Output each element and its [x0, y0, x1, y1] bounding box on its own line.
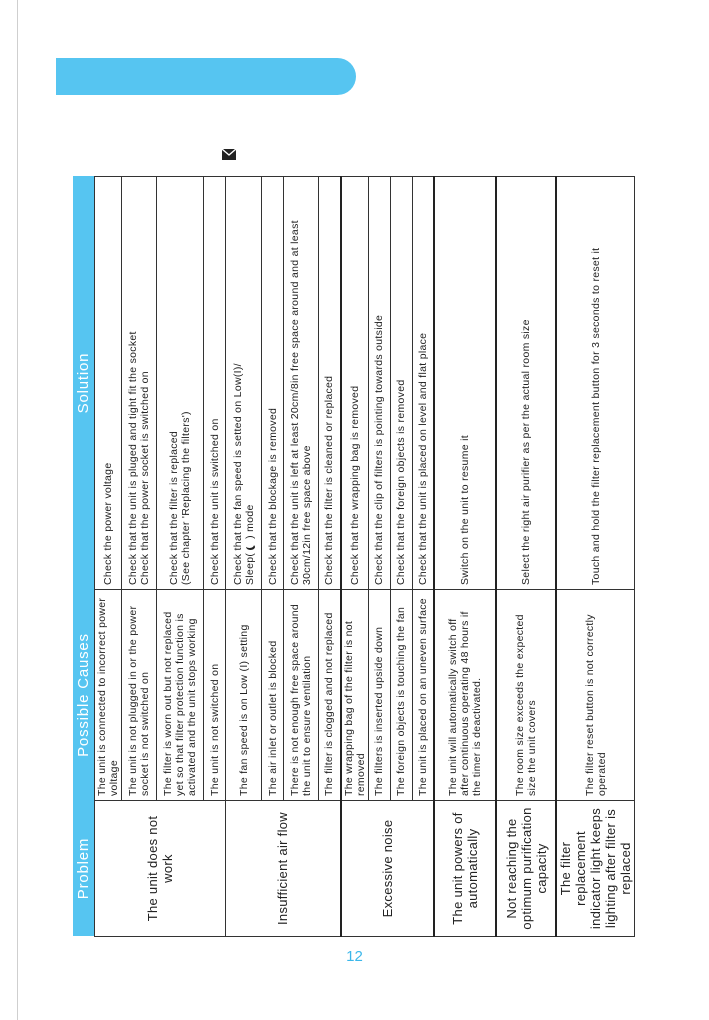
solution-cell: Check the power voltage [95, 177, 122, 590]
cause-cell: The foreign objects is touching the fan [390, 590, 412, 801]
solution-text-line1: Check that the fan speed is setted on Low(I)/ [231, 363, 244, 585]
cause-cell: There is not enough free space around the unit to ensure ventilation [284, 590, 319, 801]
header-solution: Solution [73, 177, 95, 590]
solution-cell: Check that the filter is replaced (See chapter 'Replacing the filters') [157, 177, 204, 590]
solution-cell: Check that the wrapping bag is removed [341, 177, 369, 590]
problem-insufficient-air-flow: Insufficient air flow [226, 801, 341, 937]
problem-unit-powers-off: The unit powers of automatically [434, 801, 496, 937]
cause-cell: The filter is worn out but not replaced yet so that filter protection function is activated and the unit stops working [157, 590, 204, 801]
sleep-moon-icon [245, 542, 254, 548]
table-row [341, 177, 369, 937]
page-edge-line [17, 0, 18, 1020]
cause-cell: The unit is not switched on [204, 590, 226, 801]
cause-cell: The air inlet or outlet is blocked [262, 590, 284, 801]
solution-cell: Check that the blockage is removed [262, 177, 284, 590]
solution-cell: Check that the filter is cleaned or replaced [319, 177, 341, 590]
problem-unit-does-not-work: The unit does not work [95, 801, 226, 937]
cause-cell: The fan speed is on Low (I) setting [226, 590, 262, 801]
troubleshooting-table-rotated [73, 177, 633, 937]
cause-cell: The filter is clogged and not replaced [319, 590, 341, 801]
cause-cell: The wrapping bag of the filter is not removed [341, 590, 369, 801]
solution-cell: Check that the unit is left at least 20cm/8in free space around and at least 30cm/12in free space above [284, 177, 319, 590]
mail-icon [220, 145, 238, 163]
table-row [226, 177, 262, 937]
header-problem: Problem [73, 801, 95, 937]
page-number: 12 [346, 948, 363, 965]
problem-excessive-noise: Excessive noise [341, 801, 435, 937]
table-row [556, 177, 635, 937]
solution-cell: Check that the unit is placed on level and flat place [412, 177, 434, 590]
section-banner [56, 58, 356, 95]
cause-cell: The unit is connected to incorrect power voltage [95, 590, 122, 801]
solution-cell [226, 177, 262, 590]
solution-cell: Switch on the unit to resume it [434, 177, 496, 590]
table-header-row [73, 177, 95, 937]
cause-cell: The unit is placed on an uneven surface [412, 590, 434, 801]
table-row [434, 177, 496, 937]
solution-cell: Check that the unit is switched on [204, 177, 226, 590]
solution-text-line2a: Sleep( [243, 552, 256, 585]
solution-cell: Check that the foreign objects is removed [390, 177, 412, 590]
solution-text-line2b: ) mode [243, 504, 256, 539]
table-row [95, 177, 122, 937]
solution-cell: Check that the unit is pluged and tight fit the socket Check that the power socket is switched on [122, 177, 157, 590]
problem-not-reaching-capacity: Not reaching the optimum purification capacity [496, 801, 556, 937]
solution-cell: Touch and hold the filter replacement button for 3 seconds to reset it [556, 177, 635, 590]
cause-cell: The filters is inserted upside down [368, 590, 390, 801]
troubleshooting-table [73, 176, 635, 937]
cause-cell: The room size exceeds the expected size the unit covers [496, 590, 556, 801]
table-row [496, 177, 556, 937]
cause-cell: The filter reset button is not correctly operated [556, 590, 635, 801]
solution-cell: Check that the clip of filters is pointing towards outside [368, 177, 390, 590]
cause-cell: The unit is not plugged in or the power socket is not switched on [122, 590, 157, 801]
solution-cell: Select the right air purifier as per the actual room size [496, 177, 556, 590]
header-possible-causes: Possible Causes [73, 590, 95, 801]
cause-cell: The unit will automatically switch off after continuous operating 48 hours if the timer is deactivated. [434, 590, 496, 801]
problem-filter-indicator: The filter replacement indicator light keeps lighting after filter is replaced [556, 801, 635, 937]
